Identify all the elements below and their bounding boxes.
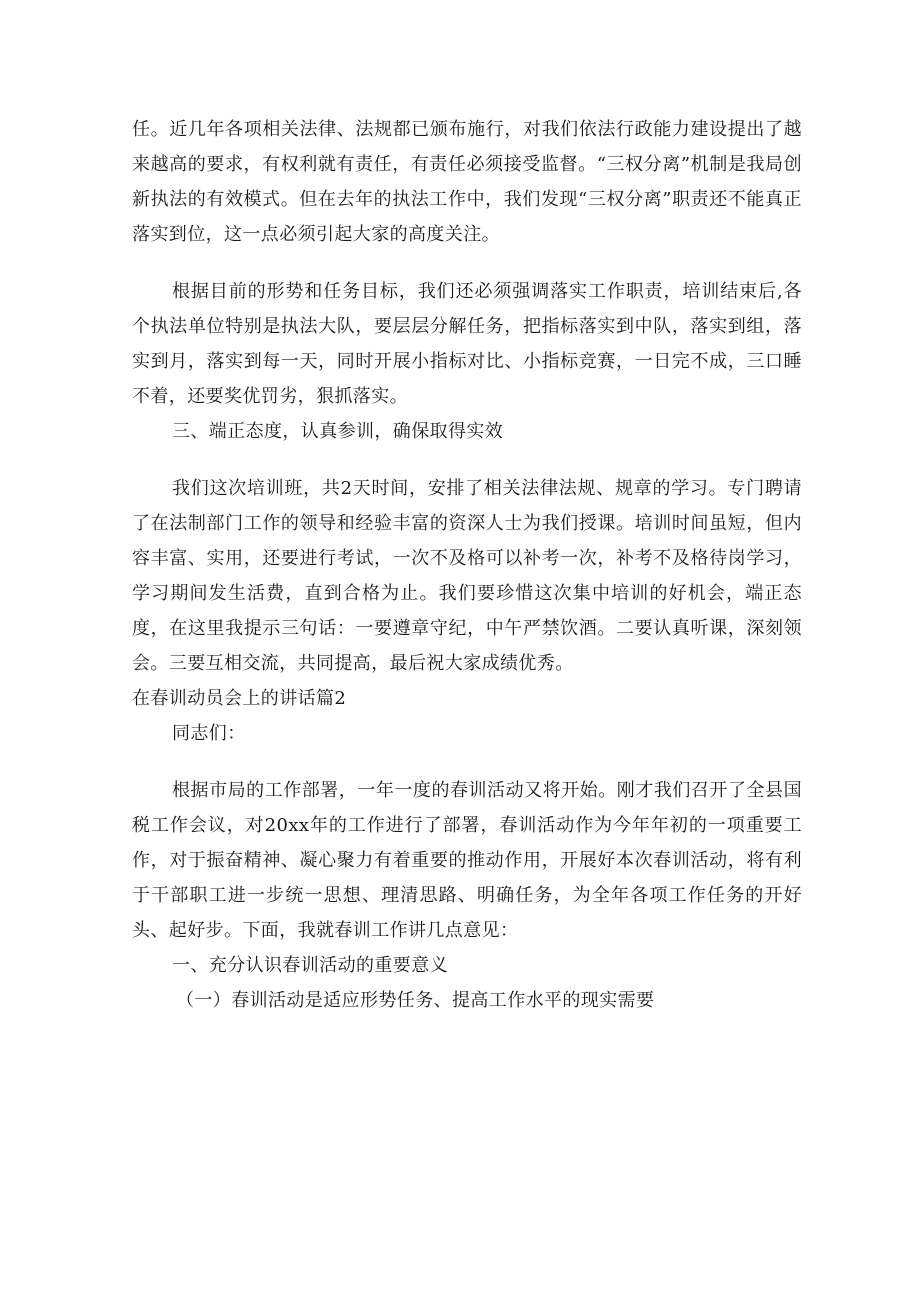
paragraph-opening: 根据市局的工作部署，一年一度的春训活动又将开始。刚才我们召开了全县国税工作会议，对20xx年的工作进行了部署，春训活动作为今年年初的一项重要工作，对于振奋精神、凝心聚力有着重要的推动作用，开展好本次春训活动，将有利于干部职工进一步统一思想、理清思路、明确任务，为全年各项工作任务的开好头、起好步。下面，我就春训工作讲几点意见： xyxy=(132,780,802,941)
greeting: 同志们： xyxy=(172,723,246,744)
document-body xyxy=(132,112,802,1018)
paragraph-responsibilities: 根据目前的形势和任务目标，我们还必须强调落实工作职责，培训结束后,各个执法单位特别是执法大队，要层层分解任务，把指标落实到中队，落实到组，落实到月，落实到每一天，同时开展小指标对比、小指标竞赛，一日完不成，三口睡不着，还要奖优罚劣，狠抓落实。 xyxy=(132,281,802,407)
section-heading-one: 一、充分认识春训活动的重要意义 xyxy=(172,955,448,976)
section-heading-three: 三、端正态度，认真参训，确保取得实效 xyxy=(172,421,504,442)
paragraph-training: 我们这次培训班，共2天时间，安排了相关法律法规、规章的学习。专门聘请了在法制部门工作的领导和经验丰富的资深人士为我们授课。培训时间虽短，但内容丰富、实用，还要进行考试，一次不及格可以补考一次，补考不及格待岗学习，学习期间发生活费，直到合格为止。我们要珍惜这次集中培训的好机会，端正态度，在这里我提示三句话：一要遵章守纪，中午严禁饮酒。二要认真听课，深刻领会。三要互相交流，共同提高，最后祝大家成绩优秀。 xyxy=(132,478,802,674)
subsection-heading-one: （一）春训活动是适应形势任务、提高工作水平的现实需要 xyxy=(176,990,655,1011)
paragraph-continuation: 任。近几年各项相关法律、法规都已颁布施行，对我们依法行政能力建设提出了越来越高的要求，有权利就有责任，有责任必须接受监督。“三权分离”机制是我局创新执法的有效模式。但在去年的执法工作中，我们发现“三权分离”职责还不能真正落实到位，这一点必须引起大家的高度关注。 xyxy=(132,119,802,245)
speech-title: 在春训动员会上的讲话篇2 xyxy=(132,688,347,709)
